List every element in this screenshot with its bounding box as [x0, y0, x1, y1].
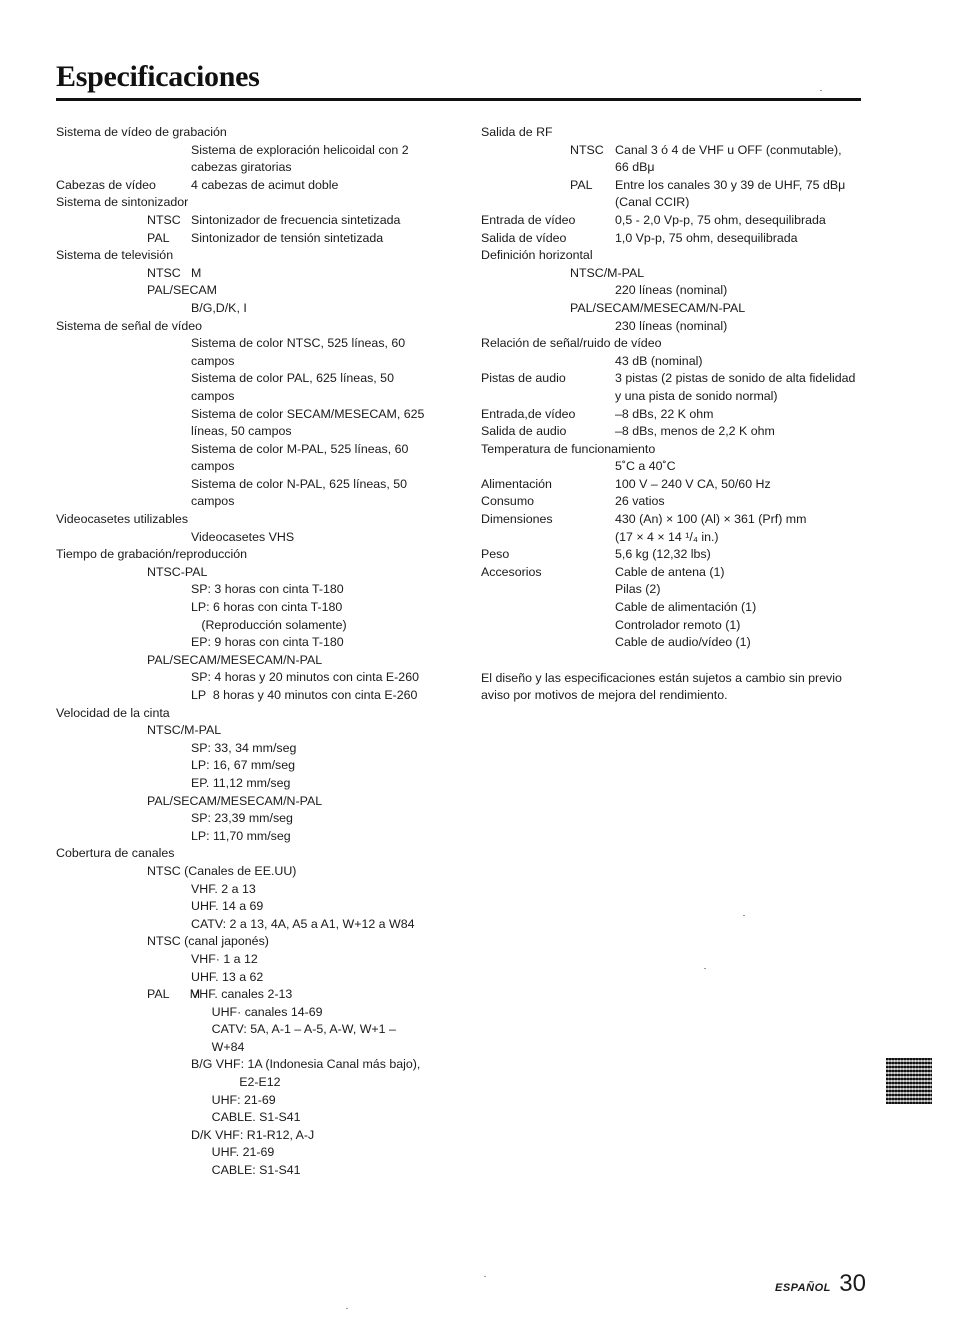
spec-line: [56, 757, 456, 775]
spec-line: [481, 388, 871, 406]
spec-line: [481, 511, 871, 529]
spec-sublabel: PAL/SECAM: [147, 283, 218, 298]
spec-value: –8 dBs, menos de 2,2 K ohm: [615, 424, 775, 439]
spec-value: CABLE: S1-S41: [191, 1163, 301, 1178]
spec-value: Sistema de color N-PAL, 625 líneas, 50: [191, 476, 408, 491]
spec-line: [481, 212, 871, 230]
spec-value: Sistema de color M-PAL, 525 líneas, 60: [191, 441, 409, 456]
spec-value: 5˚C a 40˚C: [615, 459, 676, 474]
spec-label: Salida de RF: [481, 125, 553, 139]
spec-sublabel: PAL M: [147, 987, 201, 1002]
spec-change-notice: El diseño y las especificaciones están sujetos a cambio sin previo aviso por motivos de mejora del rendimiento.: [481, 670, 842, 703]
spec-line: [56, 1021, 456, 1039]
spec-value: UHF. 13 a 62: [191, 969, 264, 984]
spec-line: [56, 1056, 456, 1074]
spec-line: [481, 406, 871, 424]
spec-line: [56, 951, 456, 969]
spec-line: [56, 177, 456, 195]
spec-label: Entrada de vídeo: [481, 212, 576, 227]
spec-value: 230 líneas (nominal): [615, 318, 728, 333]
spec-sublabel: NTSC (Canales de EE.UU): [147, 863, 297, 878]
spec-line: [56, 247, 456, 265]
spec-line: [56, 476, 456, 494]
spec-value: VHF. 2 a 13: [191, 881, 256, 896]
spec-value: Sistema de color SECAM/MESECAM, 625: [191, 406, 425, 421]
spec-sublabel: NTSC: [147, 212, 181, 227]
spec-line: [56, 335, 456, 353]
spec-line: [481, 142, 871, 160]
spec-line: [481, 318, 871, 336]
spec-line: [56, 529, 456, 547]
spec-line: [56, 916, 456, 934]
spec-value: Sistema de exploración helicoidal con 2: [191, 142, 409, 157]
spec-line: [56, 318, 456, 336]
spec-value: 1,0 Vp-p, 75 ohm, desequilibrada: [615, 230, 798, 245]
spec-line: [56, 652, 456, 670]
spec-line: [481, 546, 871, 564]
spec-line: [481, 370, 871, 388]
spec-label: Cobertura de canales: [56, 846, 175, 861]
left-spec-column: [56, 124, 456, 1180]
spec-sublabel: PAL/SECAM/MESECAM/N-PAL: [147, 793, 323, 808]
spec-value: Cable de antena (1): [615, 564, 725, 579]
spec-value: CATV: 5A, A-1 – A-5, A-W, W+1 –: [191, 1022, 396, 1037]
scan-texture-patch: [886, 1058, 932, 1104]
spec-line: [56, 933, 456, 951]
spec-line: [56, 1162, 456, 1180]
spec-value: B/G VHF: 1A (Indonesia Canal más bajo),: [191, 1057, 421, 1072]
spec-line: [56, 793, 456, 811]
spec-value: SP: 4 horas y 20 minutos con cinta E-260: [191, 670, 419, 685]
spec-label: Dimensiones: [481, 512, 553, 527]
spec-line: [56, 581, 456, 599]
spec-value: y una pista de sonido normal): [615, 388, 778, 403]
spec-line: [56, 546, 456, 564]
spec-line: [56, 634, 456, 652]
spec-value: UHF· canales 14-69: [191, 1004, 323, 1019]
spec-value: Sintonizador de tensión sintetizada: [191, 230, 384, 245]
spec-line: [56, 511, 456, 529]
spec-line: [481, 194, 871, 212]
spec-line: [56, 300, 456, 318]
spec-label: Temperatura de funcionamiento: [481, 441, 656, 456]
spec-line: [56, 1144, 456, 1162]
spec-value: líneas, 50 campos: [191, 424, 292, 439]
spec-line: [56, 828, 456, 846]
page-number: 30: [839, 1270, 866, 1297]
spec-value: LP 8 horas y 40 minutos con cinta E-260: [191, 688, 418, 702]
spec-value: 220 líneas (nominal): [615, 283, 728, 298]
spec-value: SP: 3 horas con cinta T-180: [191, 582, 344, 597]
spec-sublabel: PAL: [570, 177, 593, 192]
spec-value: 26 vatios: [615, 494, 665, 509]
spec-line: [56, 194, 456, 212]
spec-value: Controlador remoto (1): [615, 617, 741, 632]
spec-line: [56, 1092, 456, 1110]
spec-label: Sistema de señal de vídeo: [56, 318, 203, 333]
spec-line: [56, 370, 456, 388]
spec-value: SP: 23,39 mm/seg: [191, 811, 293, 826]
spec-value: –8 dBs, 22 K ohm: [615, 406, 714, 421]
spec-value: M: [191, 265, 202, 280]
page-footer: [775, 1270, 866, 1298]
spec-line: [481, 247, 871, 265]
spec-line: [56, 617, 456, 635]
spec-value: 3 pistas (2 pistas de sonido de alta fidelidad: [615, 371, 856, 386]
spec-value: LP: 6 horas con cinta T-180: [191, 600, 343, 615]
spec-line: [481, 335, 871, 353]
spec-value: campos: [191, 459, 235, 474]
spec-line: [56, 881, 456, 899]
spec-value: 0,5 - 2,0 Vp-p, 75 ohm, desequilibrada: [615, 212, 826, 227]
spec-label: Sistema de sintonizador: [56, 195, 189, 210]
spec-line: [56, 986, 456, 1004]
spec-value: Cable de alimentación (1): [615, 600, 757, 615]
spec-line: [56, 212, 456, 230]
spec-value: EP. 11,12 mm/seg: [191, 775, 291, 790]
spec-value: cabezas giratorias: [191, 160, 292, 175]
scan-speck: [484, 1276, 486, 1277]
spec-value: Pilas (2): [615, 582, 661, 597]
right-spec-column: [481, 124, 871, 705]
spec-line: [481, 493, 871, 511]
spec-line: [56, 159, 456, 177]
spec-sublabel: NTSC (canal japonés): [147, 934, 269, 949]
spec-line: [56, 898, 456, 916]
spec-label: Velocidad de la cinta: [56, 705, 170, 720]
spec-sublabel: PAL: [147, 230, 170, 245]
spec-line: [56, 1109, 456, 1127]
spec-line: [481, 282, 871, 300]
spec-label: Entrada,de vídeo: [481, 406, 576, 421]
spec-line: [56, 599, 456, 617]
spec-value: UHF. 21-69: [191, 1145, 275, 1160]
spec-line: [56, 265, 456, 283]
spec-line: [481, 634, 871, 652]
spec-value: (Canal CCIR): [615, 195, 690, 210]
spec-value: W+84: [191, 1039, 245, 1054]
spec-line: [56, 406, 456, 424]
spec-line: [56, 740, 456, 758]
scan-speck: [704, 968, 706, 969]
spec-value: campos: [191, 353, 235, 368]
scan-speck: [346, 1308, 348, 1309]
spec-value: LP: 16, 67 mm/seg: [191, 758, 295, 773]
spec-line: [481, 230, 871, 248]
spec-value: E2-E12: [191, 1075, 281, 1090]
spec-line: [56, 1004, 456, 1022]
spec-value: campos: [191, 388, 235, 403]
spec-sublabel: NTSC/M-PAL: [147, 723, 222, 738]
right-spec-rows: [481, 124, 871, 652]
spec-line: [56, 230, 456, 248]
spec-label: Accesorios: [481, 564, 542, 579]
spec-value: 100 V – 240 V CA, 50/60 Hz: [615, 476, 771, 491]
spec-value: EP: 9 horas con cinta T-180: [191, 635, 344, 650]
spec-line: [481, 441, 871, 459]
spec-line: [56, 564, 456, 582]
spec-line: [56, 969, 456, 987]
spec-value: (Reproducción solamente): [191, 617, 347, 632]
spec-line: [481, 599, 871, 617]
spec-sublabel: NTSC: [147, 265, 181, 280]
spec-line: [56, 669, 456, 687]
spec-value: Cable de audio/vídeo (1): [615, 635, 751, 650]
spec-line: [481, 581, 871, 599]
spec-line: [56, 722, 456, 740]
spec-line: [481, 529, 871, 547]
spec-line: [56, 863, 456, 881]
spec-line: [56, 493, 456, 511]
spec-line: [56, 124, 456, 142]
spec-value: 5,6 kg (12,32 lbs): [615, 547, 711, 562]
spec-value: Entre los canales 30 y 39 de UHF, 75 dBμ: [615, 177, 846, 192]
spec-value: B/G,D/K, I: [191, 300, 247, 315]
spec-line: [481, 617, 871, 635]
spec-line: [56, 810, 456, 828]
spec-line: [56, 441, 456, 459]
spec-sublabel: PAL/SECAM/MESECAM/N-PAL: [147, 652, 323, 667]
spec-sublabel: NTSC: [570, 142, 604, 157]
spec-label: Salida de vídeo: [481, 230, 567, 245]
spec-line: [481, 265, 871, 283]
spec-line: [56, 423, 456, 441]
spec-value: Sintonizador de frecuencia sintetizada: [191, 212, 401, 227]
spec-value: 4 cabezas de acimut doble: [191, 177, 339, 192]
spec-line: [56, 1074, 456, 1092]
spec-label: Sistema de vídeo de grabación: [56, 125, 227, 139]
spec-label: Relación de señal/ruido de vídeo: [481, 336, 662, 351]
spec-line: [56, 775, 456, 793]
spec-value: 430 (An) × 100 (Al) × 361 (Prf) mm: [615, 512, 807, 527]
scan-speck: [820, 90, 822, 91]
spec-line: [481, 300, 871, 318]
spec-label: Consumo: [481, 494, 535, 509]
spec-label: Salida de audio: [481, 424, 567, 439]
spec-label: Sistema de televisión: [56, 248, 174, 263]
spec-label: Videocasetes utilizables: [56, 512, 189, 527]
footer-language: ESPAÑOL: [774, 1282, 831, 1294]
spec-value: SP: 33, 34 mm/seg: [191, 740, 297, 755]
spec-value: VHF· 1 a 12: [191, 951, 258, 966]
spec-sublabel: NTSC-PAL: [147, 564, 208, 579]
spec-line: [56, 1039, 456, 1057]
spec-label: Peso: [481, 547, 510, 562]
spec-line: [481, 564, 871, 582]
spec-label: Cabezas de vídeo: [56, 177, 156, 192]
spec-line: [481, 353, 871, 371]
spec-value: 43 dB (nominal): [615, 353, 703, 368]
spec-value: (17 × 4 × 14 ¹/₄ in.): [615, 529, 719, 544]
spec-sublabel: PAL/SECAM/MESECAM/N-PAL: [570, 300, 746, 315]
spec-line: [56, 705, 456, 723]
spec-value: Canal 3 ó 4 de VHF u OFF (conmutable),: [615, 142, 842, 157]
spec-value: Videocasetes VHS: [191, 529, 295, 544]
spec-value: 66 dBμ: [615, 160, 655, 175]
spec-line: [56, 845, 456, 863]
title-rule: [56, 98, 861, 101]
spec-line: [481, 177, 871, 195]
spec-line: [481, 124, 871, 142]
spec-value: D/K VHF: R1-R12, A-J: [191, 1127, 315, 1142]
spec-value: Sistema de color NTSC, 525 líneas, 60: [191, 336, 406, 351]
spec-sublabel: NTSC/M-PAL: [570, 265, 645, 280]
spec-label: Pistas de audio: [481, 371, 566, 386]
spec-line: [481, 476, 871, 494]
spec-value: LP: 11,70 mm/seg: [191, 828, 291, 843]
scan-speck: [743, 915, 745, 916]
spec-value: CABLE. S1-S41: [191, 1110, 301, 1125]
spec-value: Sistema de color PAL, 625 líneas, 50: [191, 371, 394, 386]
page-title: Especificaciones: [56, 60, 260, 93]
spec-value: UHF. 14 a 69: [191, 899, 264, 914]
spec-value: UHF: 21-69: [191, 1092, 276, 1107]
spec-label: Definición horizontal: [481, 248, 593, 263]
spec-value: VHF. canales 2-13: [191, 987, 293, 1002]
spec-line: [481, 423, 871, 441]
spec-line: [56, 282, 456, 300]
spec-line: [481, 159, 871, 177]
spec-line: [56, 142, 456, 160]
spec-line: [56, 1127, 456, 1145]
spec-line: [56, 353, 456, 371]
spec-label: Alimentación: [481, 476, 552, 491]
spec-line: [56, 458, 456, 476]
spec-line: [56, 687, 456, 705]
spec-label: Tiempo de grabación/reproducción: [56, 547, 248, 562]
spec-value: campos: [191, 494, 235, 509]
spec-line: [481, 458, 871, 476]
spec-line: [56, 388, 456, 406]
spec-value: CATV: 2 a 13, 4A, A5 a A1, W+12 a W84: [191, 916, 415, 931]
